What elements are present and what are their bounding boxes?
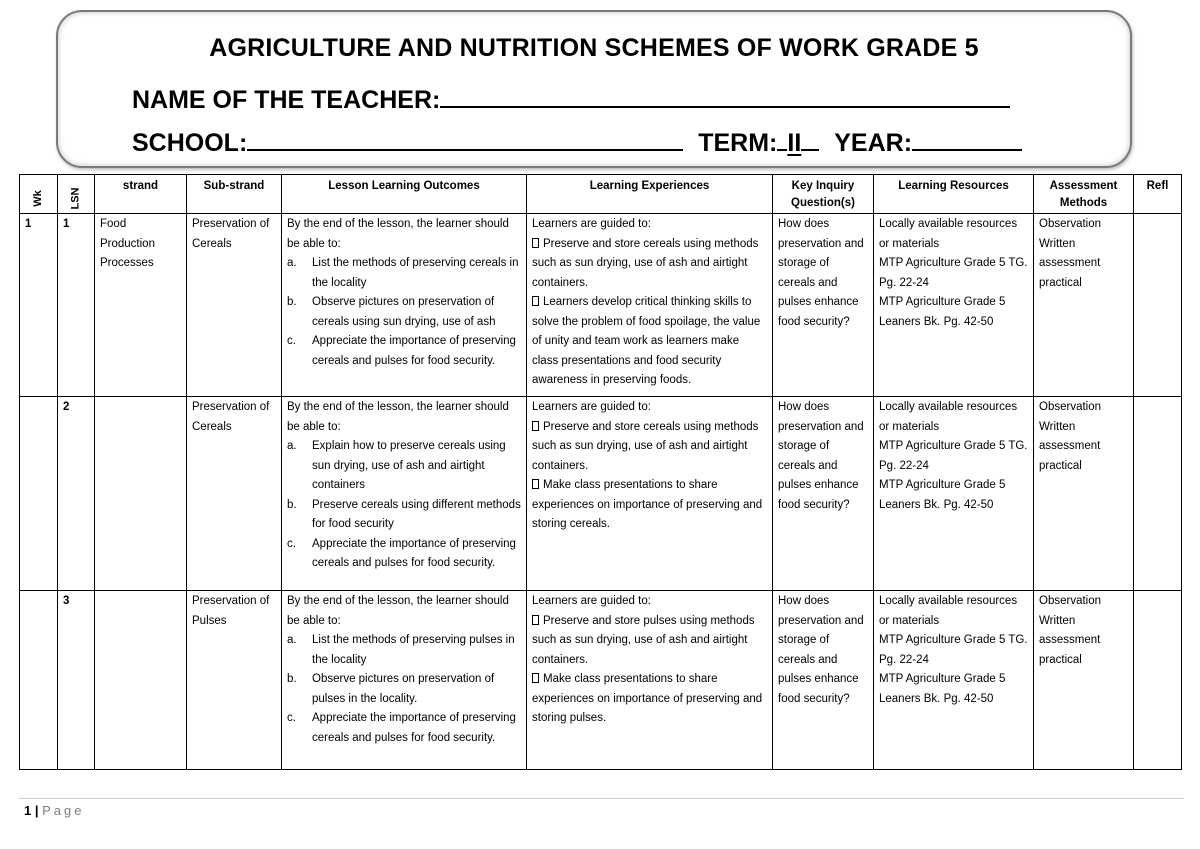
cell-wk — [20, 397, 58, 591]
list-item: b. Observe pictures on preservation of cereals using sun drying, use of ash — [287, 296, 496, 328]
teacher-line — [132, 84, 1010, 115]
col-outcomes: Lesson Learning Outcomes — [282, 175, 527, 214]
bullet-box-icon — [532, 296, 539, 306]
cell-reflection — [1134, 591, 1182, 770]
cell-substrand: Preservation of Cereals — [187, 397, 282, 591]
bullet-box-icon — [532, 421, 539, 431]
outcomes-list — [287, 631, 521, 748]
cell-inquiry: How does preservation and storage of cereals and pulses enhance food security? — [773, 214, 874, 397]
year-blank — [912, 127, 1022, 151]
col-resources: Learning Resources — [874, 175, 1034, 214]
cell-lsn: 1 — [58, 214, 95, 397]
cell-experiences — [527, 214, 773, 397]
cell-outcomes — [282, 591, 527, 770]
table-header-row — [20, 175, 1182, 214]
table-row — [20, 397, 1182, 591]
col-reflection: Refl — [1134, 175, 1182, 214]
cell-inquiry: How does preservation and storage of cereals and pulses enhance food security? — [773, 591, 874, 770]
page-footer — [24, 803, 85, 818]
col-wk: Wk — [20, 175, 58, 214]
list-item: b. Preserve cereals using different methods for food security — [287, 498, 521, 530]
table-row — [20, 214, 1182, 397]
cell-resources: Locally available resources or materials MTP Agriculture Grade 5 TG. Pg. 22-24 MTP Agriculture Grade 5 Leaners Bk. Pg. 42-50 — [874, 591, 1034, 770]
scheme-of-work-table — [19, 174, 1182, 770]
footer-separator: | — [34, 803, 39, 818]
cell-strand — [95, 397, 187, 591]
col-strand: strand — [95, 175, 187, 214]
list-item: a. Explain how to preserve cereals using sun drying, use of ash and airtight containers — [287, 440, 506, 491]
col-experiences: Learning Experiences — [527, 175, 773, 214]
list-item: c. Appreciate the importance of preserving cereals and pulses for food security. — [287, 712, 516, 744]
outcomes-intro: By the end of the lesson, the learner should be able to: — [287, 595, 509, 627]
experiences-intro: Learners are guided to: — [532, 595, 651, 607]
cell-reflection — [1134, 214, 1182, 397]
table-row — [20, 591, 1182, 770]
cell-strand — [95, 591, 187, 770]
outcomes-intro: By the end of the lesson, the learner should be able to: — [287, 218, 509, 250]
list-item: Learners develop critical thinking skills to solve the problem of food spoilage, the value of unity and team work as learners make class presentations and food security awareness in preserving foods. — [532, 296, 761, 386]
cell-outcomes — [282, 397, 527, 591]
page-number: 1 — [24, 803, 32, 818]
cell-experiences — [527, 397, 773, 591]
outcomes-intro: By the end of the lesson, the learner should be able to: — [287, 401, 509, 433]
cell-assessment: Observation Written assessment practical — [1034, 591, 1134, 770]
outcomes-list — [287, 437, 521, 574]
cell-reflection — [1134, 397, 1182, 591]
cell-lsn: 2 — [58, 397, 95, 591]
list-item: Make class presentations to share experiences on importance of preserving and storing pulses. — [532, 673, 763, 724]
header-box — [56, 10, 1132, 168]
col-substrand: Sub-strand — [187, 175, 282, 214]
document-title: AGRICULTURE AND NUTRITION SCHEMES OF WORK GRADE 5 — [209, 34, 979, 62]
list-item: Preserve and store cereals using methods such as sun drying, use of ash and airtight containers. — [532, 420, 759, 472]
list-item: Make class presentations to share experiences on importance of preserving and storing cereals. — [532, 479, 763, 530]
page-label: Page — [42, 803, 85, 818]
bullet-box-icon — [532, 479, 539, 489]
school-term-year-line — [132, 127, 1022, 158]
cell-assessment: Observation Written assessment practical — [1034, 397, 1134, 591]
cell-substrand: Preservation of Cereals — [187, 214, 282, 397]
cell-lsn: 3 — [58, 591, 95, 770]
bullet-box-icon — [532, 673, 539, 683]
school-blank — [247, 127, 683, 151]
col-lsn: LSN — [58, 175, 95, 214]
list-item: Preserve and store cereals using methods such as sun drying, use of ash and airtight containers. — [532, 237, 759, 289]
col-assessment: Assessment Methods — [1034, 175, 1134, 214]
cell-assessment: Observation Written assessment practical — [1034, 214, 1134, 397]
outcomes-list — [287, 254, 521, 371]
list-item: b. Observe pictures on preservation of pulses in the locality. — [287, 673, 495, 705]
cell-experiences — [527, 591, 773, 770]
cell-resources: Locally available resources or materials MTP Agriculture Grade 5 TG. Pg. 22-24 MTP Agriculture Grade 5 Leaners Bk. Pg. 42-50 — [874, 397, 1034, 591]
cell-wk — [20, 591, 58, 770]
cell-outcomes — [282, 214, 527, 397]
bullet-box-icon — [532, 238, 539, 248]
experiences-intro: Learners are guided to: — [532, 401, 651, 413]
list-item: a. List the methods of preserving pulses in the locality — [287, 634, 515, 666]
cell-resources: Locally available resources or materials MTP Agriculture Grade 5 TG. Pg. 22-24 MTP Agriculture Grade 5 Leaners Bk. Pg. 42-50 — [874, 214, 1034, 397]
list-item: c. Appreciate the importance of preserving cereals and pulses for food security. — [287, 537, 516, 569]
list-item: a. List the methods of preserving cereals in the locality — [287, 257, 519, 289]
list-item: c. Appreciate the importance of preserving cereals and pulses for food security. — [287, 335, 516, 367]
col-inquiry: Key Inquiry Question(s) — [773, 175, 874, 214]
term-label: TERM: — [698, 129, 778, 157]
cell-substrand: Preservation of Pulses — [187, 591, 282, 770]
list-item: Preserve and store pulses using methods such as sun drying, use of ash and airtight containers. — [532, 614, 755, 666]
cell-strand: Food Production Processes — [95, 214, 187, 397]
term-value: II — [787, 129, 802, 157]
term-blank-left — [777, 127, 787, 151]
year-label: YEAR: — [834, 129, 913, 157]
teacher-label: NAME OF THE TEACHER: — [132, 86, 441, 114]
footer-divider — [19, 798, 1184, 799]
teacher-blank — [440, 84, 1010, 108]
cell-wk: 1 — [20, 214, 58, 397]
cell-inquiry: How does preservation and storage of cereals and pulses enhance food security? — [773, 397, 874, 591]
term-blank-right — [801, 127, 819, 151]
bullet-box-icon — [532, 615, 539, 625]
experiences-intro: Learners are guided to: — [532, 218, 651, 230]
school-label: SCHOOL: — [132, 129, 248, 157]
